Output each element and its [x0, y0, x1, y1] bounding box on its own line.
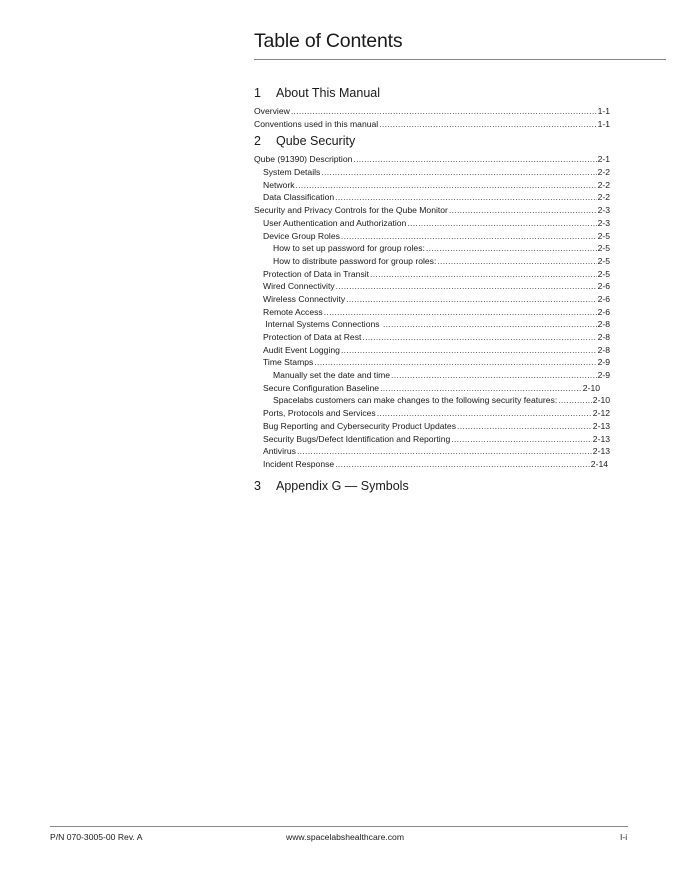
dot-leader [297, 445, 592, 458]
dot-leader [407, 217, 596, 230]
entry-page: 2-2 [597, 179, 610, 190]
chapter-2-heading[interactable] [254, 132, 610, 150]
dot-leader [437, 255, 596, 268]
entry-page: 2-5 [597, 255, 610, 266]
chapter-number: 3 [254, 478, 261, 493]
toc-entry-data-at-rest[interactable] [254, 331, 610, 344]
entry-title: Protection of Data in Transit [263, 268, 370, 279]
dot-leader [383, 318, 597, 331]
dot-leader [391, 369, 597, 382]
entry-page: 2-2 [597, 192, 610, 203]
toc-entry-setup-group-password[interactable] [254, 242, 610, 255]
chapter-3-heading[interactable] [254, 477, 610, 495]
entry-page: 2-3 [597, 217, 610, 228]
dot-leader [336, 280, 597, 293]
toc-entry-antivirus[interactable] [254, 445, 610, 458]
entry-title: Wired Connectivity [263, 281, 335, 292]
entry-title: Time Stamps [263, 357, 314, 368]
entry-page: 2-2 [597, 167, 610, 178]
dot-leader [291, 105, 597, 118]
entry-title: Overview [254, 106, 290, 116]
entry-page: 2-1 [597, 154, 610, 165]
toc-entry-wireless-connectivity[interactable] [254, 293, 610, 306]
toc-entry-system-details[interactable] [254, 166, 610, 179]
entry-page: 2-13 [592, 420, 610, 431]
dot-leader [377, 407, 592, 420]
dot-leader [449, 204, 597, 217]
dot-leader [362, 331, 596, 344]
chapter-title: Appendix G — Symbols [276, 478, 409, 493]
dot-leader [379, 118, 596, 131]
toc-entry-incident-response[interactable] [254, 458, 610, 471]
toc-entry-secure-config-baseline[interactable] [254, 382, 610, 395]
table-of-contents [254, 84, 610, 498]
entry-page: 2-10 [592, 395, 610, 406]
entry-title: System Details [263, 167, 321, 178]
entry-title: Spacelabs customers can make changes to the following security features: [273, 395, 558, 406]
entry-title: Protection of Data at Rest [263, 332, 362, 342]
toc-entry-manually-set-date-time[interactable] [254, 369, 610, 382]
chapter-number: 2 [254, 134, 261, 149]
entry-title: Secure Configuration Baseline [263, 382, 380, 393]
toc-entry-remote-access[interactable] [254, 306, 610, 319]
toc-entry-ports-protocols-services[interactable] [254, 407, 610, 420]
toc-entry-internal-systems-connections[interactable] [254, 318, 610, 331]
dot-leader [341, 344, 597, 357]
toc-entry-customer-security-features[interactable] [254, 394, 610, 407]
dot-leader [451, 433, 592, 446]
entry-title: Ports, Protocols and Services [263, 408, 376, 419]
toc-entry-conventions[interactable] [254, 118, 610, 131]
toc-entry-time-stamps[interactable] [254, 356, 610, 369]
toc-entry-distribute-group-password[interactable] [254, 255, 610, 268]
chapter-title: About This Manual [276, 86, 380, 100]
entry-page: 2-6 [597, 293, 610, 304]
dot-leader [353, 153, 596, 166]
footer-website: www.spacelabshealthcare.com [286, 832, 404, 842]
toc-entry-user-authentication[interactable] [254, 217, 610, 230]
entry-title: User Authentication and Authorization [263, 217, 407, 228]
entry-title: Network [263, 179, 295, 190]
entry-page: 2-6 [597, 281, 610, 292]
entry-page: 2-5 [597, 268, 610, 279]
dot-leader [314, 356, 596, 369]
entry-page: 2-8 [597, 332, 610, 342]
toc-entry-bug-reporting-updates[interactable] [254, 420, 610, 433]
entry-page: 2-14 [590, 458, 608, 469]
entry-title: Manually set the date and time [273, 370, 391, 381]
entry-page: 1-1 [597, 118, 610, 129]
entry-page: 2-10 [582, 382, 600, 393]
toc-entry-security-bugs-reporting[interactable] [254, 433, 610, 446]
entry-title: Qube (91390) Description [254, 154, 353, 165]
entry-page: 2-3 [597, 205, 610, 216]
entry-page: 2-5 [597, 243, 610, 254]
entry-title: Device Group Roles [263, 230, 340, 241]
page-title: Table of Contents [254, 30, 403, 52]
entry-title: Remote Access [263, 306, 323, 317]
entry-title: Wireless Connectivity [263, 293, 346, 304]
entry-title: How to set up password for group roles: [273, 243, 425, 254]
entry-title: Antivirus [263, 446, 296, 457]
entry-title: Audit Event Logging [263, 344, 340, 355]
dot-leader [296, 179, 597, 192]
entry-title: Security Bugs/Defect Identification and Reporting [263, 433, 451, 444]
dot-leader [558, 394, 592, 407]
entry-title: Bug Reporting and Cybersecurity Product Updates [263, 420, 456, 431]
dot-leader [321, 166, 596, 179]
dot-leader [335, 458, 590, 471]
entry-page: 1-1 [597, 106, 610, 116]
entry-page: 2-9 [597, 370, 610, 381]
dot-leader [346, 293, 596, 306]
title-divider [254, 59, 666, 60]
entry-title: Conventions used in this manual [254, 118, 379, 129]
chapter-title: Qube Security [276, 134, 356, 149]
entry-title: Incident Response [263, 458, 335, 469]
dot-leader [380, 382, 582, 395]
footer-part-number: P/N 070-3005-00 Rev. A [50, 832, 143, 842]
chapter-number: 1 [254, 86, 261, 100]
toc-entry-qube-description[interactable] [254, 153, 610, 166]
entry-page: 2-13 [592, 433, 610, 444]
entry-page: 2-6 [597, 306, 610, 317]
entry-page: 2-8 [597, 319, 610, 330]
entry-page: 2-13 [592, 446, 610, 457]
toc-entry-network[interactable] [254, 179, 610, 192]
entry-title: Security and Privacy Controls for the Qube Monitor [254, 205, 448, 216]
toc-entry-security-privacy-controls[interactable] [254, 204, 610, 217]
toc-entry-wired-connectivity[interactable] [254, 280, 610, 293]
dot-leader [324, 306, 597, 319]
dot-leader [341, 230, 597, 243]
footer-divider [50, 826, 628, 827]
dot-leader [457, 420, 592, 433]
entry-page: 2-8 [597, 344, 610, 355]
toc-entry-audit-event-logging[interactable] [254, 344, 610, 357]
toc-entry-data-classification[interactable] [254, 191, 610, 204]
dot-leader [370, 268, 597, 281]
toc-entry-overview[interactable] [254, 105, 610, 118]
entry-page: 2-5 [597, 230, 610, 241]
footer-page-number: I-i [620, 832, 628, 842]
toc-entry-device-group-roles[interactable] [254, 230, 610, 243]
entry-title: How to distribute password for group roles: [273, 255, 437, 266]
entry-page: 2-9 [597, 357, 610, 368]
entry-title: Data Classification [263, 192, 335, 203]
dot-leader [426, 242, 597, 255]
dot-leader [335, 191, 596, 204]
chapter-1-heading[interactable] [254, 84, 610, 102]
entry-title: Internal Systems Connections [263, 319, 382, 330]
toc-entry-data-in-transit[interactable] [254, 268, 610, 281]
entry-page: 2-12 [592, 408, 610, 419]
